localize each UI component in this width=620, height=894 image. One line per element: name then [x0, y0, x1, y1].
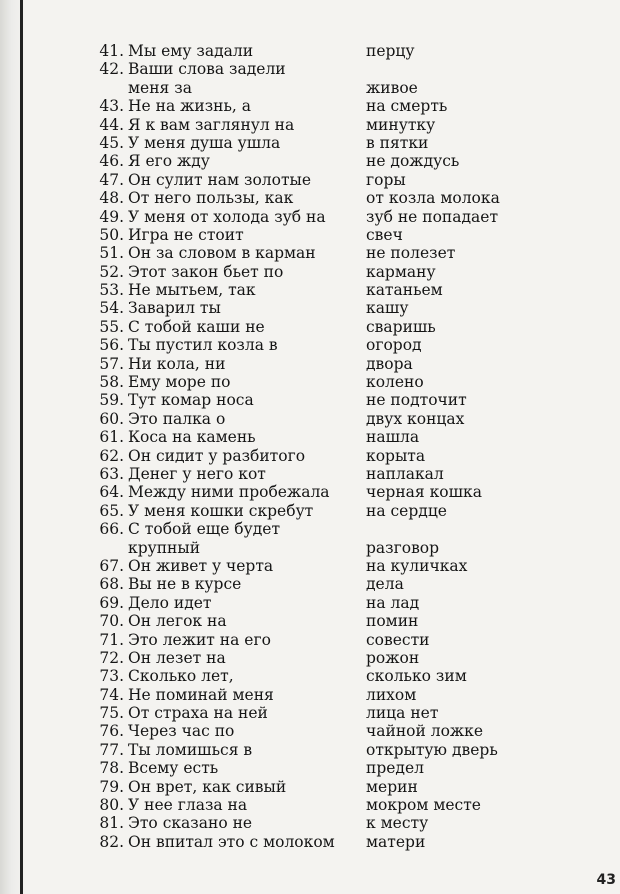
item-number: 74.	[99, 685, 124, 704]
phrase-beginning-line: У нее глаза на	[128, 796, 248, 815]
item-number: 60.	[99, 409, 124, 428]
phrase-beginning	[128, 208, 358, 226]
phrase-beginning	[128, 520, 358, 557]
phrase-ending: не дождусь	[366, 152, 460, 171]
phrase-beginning	[128, 502, 358, 520]
phrase-ending: лица нет	[366, 704, 439, 723]
phrase-ending: не полезет	[366, 244, 456, 263]
phrase-ending: матери	[366, 832, 426, 851]
phrase-beginning-line: От страха на ней	[128, 704, 268, 723]
phrase-beginning-line: Он врет, как сивый	[128, 777, 287, 796]
phrase-beginning	[128, 152, 358, 170]
list-item	[0, 502, 620, 520]
item-number: 71.	[99, 630, 124, 649]
phrase-ending: наплакал	[366, 465, 444, 483]
phrase-beginning	[128, 557, 358, 575]
phrase-beginning	[128, 667, 358, 685]
phrase-beginning	[128, 428, 358, 446]
phrase-ending: живое	[366, 78, 418, 97]
list-item	[0, 226, 620, 244]
phrase-beginning-line: От него пользы, как	[128, 189, 294, 208]
list-item	[0, 373, 620, 391]
phrase-beginning-line: Этот закон бьет по	[128, 262, 284, 281]
phrase-ending: мокром месте	[366, 796, 481, 815]
phrase-beginning-line: Он сидит у разбитого	[128, 446, 306, 465]
item-number: 55.	[99, 317, 124, 336]
phrase-beginning	[128, 226, 358, 244]
item-number: 49.	[99, 207, 124, 226]
phrase-beginning-line: У меня душа ушла	[128, 133, 281, 152]
phrase-beginning	[128, 134, 358, 152]
phrase-ending: на лад	[366, 593, 420, 612]
phrase-beginning-line: Ваши слова задели	[128, 60, 286, 79]
phrase-ending: на куличках	[366, 556, 468, 575]
phrase-beginning	[128, 483, 358, 501]
phrase-ending: помин	[366, 612, 419, 631]
phrase-beginning-line: Ему море по	[128, 373, 231, 392]
phrase-beginning	[128, 796, 358, 814]
list-item	[0, 796, 620, 814]
phrase-beginning-line: Он сулит нам золотые	[128, 170, 312, 189]
list-item	[0, 465, 620, 483]
phrase-beginning-line: Он впитал это с молоком	[128, 832, 335, 851]
phrase-beginning	[128, 189, 358, 207]
list-item	[0, 612, 620, 630]
item-number: 46.	[99, 152, 124, 171]
phrase-beginning-line: Коса на камень	[128, 428, 256, 447]
phrase-beginning	[128, 447, 358, 465]
list-item	[0, 318, 620, 336]
phrase-beginning	[128, 281, 358, 299]
phrase-ending: открытую дверь	[366, 740, 498, 759]
item-number: 82.	[99, 832, 124, 851]
list-item	[0, 649, 620, 667]
phrase-ending: на смерть	[366, 97, 448, 116]
list-item	[0, 428, 620, 446]
phrase-ending: черная кошка	[366, 483, 482, 502]
phrase-beginning	[128, 171, 358, 189]
phrase-beginning	[128, 263, 358, 281]
list-item	[0, 631, 620, 649]
phrase-ending: на сердце	[366, 501, 447, 520]
phrase-ending: горы	[366, 170, 406, 189]
item-number: 58.	[99, 373, 124, 392]
phrase-beginning-line: Денег у него кот	[128, 465, 266, 483]
phrase-beginning-line: Не на жизнь, а	[128, 97, 252, 116]
item-number: 73.	[99, 667, 124, 686]
phrase-ending: катаньем	[366, 281, 443, 300]
list-item	[0, 667, 620, 685]
list-item	[0, 741, 620, 759]
item-number: 48.	[99, 189, 124, 208]
phrase-beginning	[128, 373, 358, 391]
phrase-beginning-line: Я его жду	[128, 152, 210, 171]
phrase-beginning	[128, 814, 358, 832]
phrase-ending: сваришь	[366, 317, 436, 336]
phrase-ending: рожон	[366, 648, 420, 667]
item-number: 51.	[99, 244, 124, 263]
phrase-beginning	[128, 612, 358, 630]
list-item	[0, 594, 620, 612]
list-item	[0, 778, 620, 796]
item-number: 75.	[99, 704, 124, 723]
phrase-beginning	[128, 649, 358, 667]
item-number: 53.	[99, 281, 124, 300]
phrase-beginning-line: Дело идет	[128, 593, 212, 612]
phrase-ending: карману	[366, 262, 436, 281]
phrase-beginning	[128, 391, 358, 409]
list-item	[0, 116, 620, 134]
list-item	[0, 299, 620, 317]
phrase-beginning	[128, 42, 358, 60]
phrase-beginning-line: Ты пустил козла в	[128, 336, 278, 355]
phrase-ending: колено	[366, 373, 424, 392]
item-number: 54.	[99, 299, 124, 318]
phrase-ending: в пятки	[366, 133, 429, 152]
phrase-ending: от козла молока	[366, 189, 500, 208]
phrase-beginning-line: Это сказано не	[128, 814, 253, 833]
list-item	[0, 171, 620, 189]
phrase-ending: перцу	[366, 42, 415, 60]
phrase-beginning-line: Между ними пробежала	[128, 483, 330, 502]
list-item	[0, 759, 620, 777]
phrase-beginning	[128, 833, 358, 851]
phrase-ending: корыта	[366, 446, 426, 465]
item-number: 77.	[99, 740, 124, 759]
list-item	[0, 722, 620, 740]
item-number: 70.	[99, 612, 124, 631]
list-item	[0, 483, 620, 501]
item-number: 43.	[99, 97, 124, 116]
item-number: 67.	[99, 556, 124, 575]
list-item	[0, 42, 620, 60]
list-item	[0, 281, 620, 299]
phrase-beginning-line: Заварил ты	[128, 299, 221, 318]
item-number: 42.	[99, 60, 124, 79]
phrase-beginning-line: Игра не стоит	[128, 225, 244, 244]
item-number: 56.	[99, 336, 124, 355]
item-number: 65.	[99, 501, 124, 520]
item-number: 62.	[99, 446, 124, 465]
item-number: 64.	[99, 483, 124, 502]
item-number: 79.	[99, 777, 124, 796]
list-item	[0, 686, 620, 704]
phrase-beginning	[128, 759, 358, 777]
list-item	[0, 520, 620, 557]
phrase-beginning-continuation: меня за	[128, 78, 192, 97]
phrase-beginning-line: Через час по	[128, 722, 235, 741]
item-number: 72.	[99, 648, 124, 667]
item-number: 66.	[99, 520, 124, 539]
phrase-beginning	[128, 465, 358, 483]
list-item	[0, 410, 620, 428]
phrase-beginning-line: Он за словом в карман	[128, 244, 316, 263]
list-item	[0, 447, 620, 465]
list-item	[0, 833, 620, 851]
phrase-ending: мерин	[366, 777, 418, 796]
item-number: 44.	[99, 115, 124, 134]
phrase-beginning	[128, 704, 358, 722]
list-item	[0, 814, 620, 832]
list-item	[0, 244, 620, 262]
list-item	[0, 152, 620, 170]
phrase-beginning-line: Всему есть	[128, 759, 219, 778]
item-number: 69.	[99, 593, 124, 612]
item-number: 47.	[99, 170, 124, 189]
list-item	[0, 575, 620, 593]
list-item	[0, 336, 620, 354]
item-number: 76.	[99, 722, 124, 741]
phrase-beginning-line: Тут комар носа	[128, 391, 254, 410]
phrase-beginning-line: Он легок на	[128, 612, 227, 631]
phrase-beginning-line: У меня кошки скребут	[128, 501, 314, 520]
phrase-beginning-line: Не мытьем, так	[128, 281, 256, 300]
item-number: 61.	[99, 428, 124, 447]
phrase-ending: нашла	[366, 428, 420, 447]
phrase-beginning-line: Я к вам заглянул на	[128, 115, 295, 134]
phrase-beginning-line: Ты ломишься в	[128, 740, 253, 759]
phrase-ending: к месту	[366, 814, 429, 833]
phrase-beginning	[128, 97, 358, 115]
phrase-beginning	[128, 686, 358, 704]
phrase-beginning-line: Это лежит на его	[128, 630, 271, 649]
phrase-beginning	[128, 575, 358, 593]
list-item	[0, 704, 620, 722]
list-item	[0, 391, 620, 409]
list-item	[0, 263, 620, 281]
phrase-beginning	[128, 778, 358, 796]
item-number: 81.	[99, 814, 124, 833]
phrase-beginning	[128, 631, 358, 649]
item-number: 50.	[99, 225, 124, 244]
item-number: 63.	[99, 465, 124, 483]
phrase-beginning	[128, 299, 358, 317]
phrase-ending: минутку	[366, 115, 436, 134]
list-item	[0, 208, 620, 226]
phrase-beginning-line: Это палка о	[128, 409, 226, 428]
phrase-beginning-continuation: крупный	[128, 538, 201, 557]
item-number: 57.	[99, 354, 124, 373]
phrase-beginning-line: Ни кола, ни	[128, 354, 226, 373]
phrase-ending: чайной ложке	[366, 722, 484, 741]
item-number: 78.	[99, 759, 124, 778]
list-item	[0, 97, 620, 115]
phrase-beginning	[128, 244, 358, 262]
exercise-list	[0, 42, 620, 851]
item-number: 45.	[99, 133, 124, 152]
phrase-beginning-line: Он живет у черта	[128, 556, 274, 575]
phrase-ending: совести	[366, 630, 430, 649]
item-number: 41.	[99, 42, 124, 60]
item-number: 68.	[99, 575, 124, 594]
phrase-ending: двух концах	[366, 409, 465, 428]
phrase-beginning	[128, 116, 358, 134]
phrase-beginning-line: С тобой каши не	[128, 317, 265, 336]
phrase-ending: дела	[366, 575, 404, 594]
phrase-beginning	[128, 410, 358, 428]
phrase-beginning-line: Он лезет на	[128, 648, 226, 667]
item-number: 80.	[99, 796, 124, 815]
phrase-beginning-line: Вы не в курсе	[128, 575, 242, 594]
phrase-ending: свеч	[366, 225, 403, 244]
phrase-beginning-line: Сколько лет,	[128, 667, 234, 686]
list-item	[0, 355, 620, 373]
phrase-ending: двора	[366, 354, 413, 373]
phrase-beginning	[128, 318, 358, 336]
phrase-ending: огород	[366, 336, 422, 355]
phrase-beginning	[128, 355, 358, 373]
list-item	[0, 134, 620, 152]
phrase-ending: лихом	[366, 685, 417, 704]
phrase-beginning	[128, 722, 358, 740]
phrase-ending: не подточит	[366, 391, 467, 410]
list-item	[0, 557, 620, 575]
phrase-beginning-line: Не поминай меня	[128, 685, 274, 704]
phrase-beginning-line: Мы ему задали	[128, 42, 254, 60]
phrase-beginning	[128, 594, 358, 612]
phrase-beginning-line: С тобой еще будет	[128, 520, 281, 539]
phrase-ending: сколько зим	[366, 667, 467, 686]
phrase-beginning	[128, 60, 358, 97]
phrase-beginning	[128, 336, 358, 354]
list-item	[0, 60, 620, 97]
phrase-ending: разговор	[366, 538, 440, 557]
phrase-beginning	[128, 741, 358, 759]
item-number: 52.	[99, 262, 124, 281]
item-number: 59.	[99, 391, 124, 410]
phrase-beginning-line: У меня от холода зуб на	[128, 207, 326, 226]
phrase-ending: зуб не попадает	[366, 207, 499, 226]
phrase-ending: кашу	[366, 299, 409, 318]
phrase-ending: предел	[366, 759, 424, 778]
list-item	[0, 189, 620, 207]
page-number: 43	[596, 872, 616, 888]
